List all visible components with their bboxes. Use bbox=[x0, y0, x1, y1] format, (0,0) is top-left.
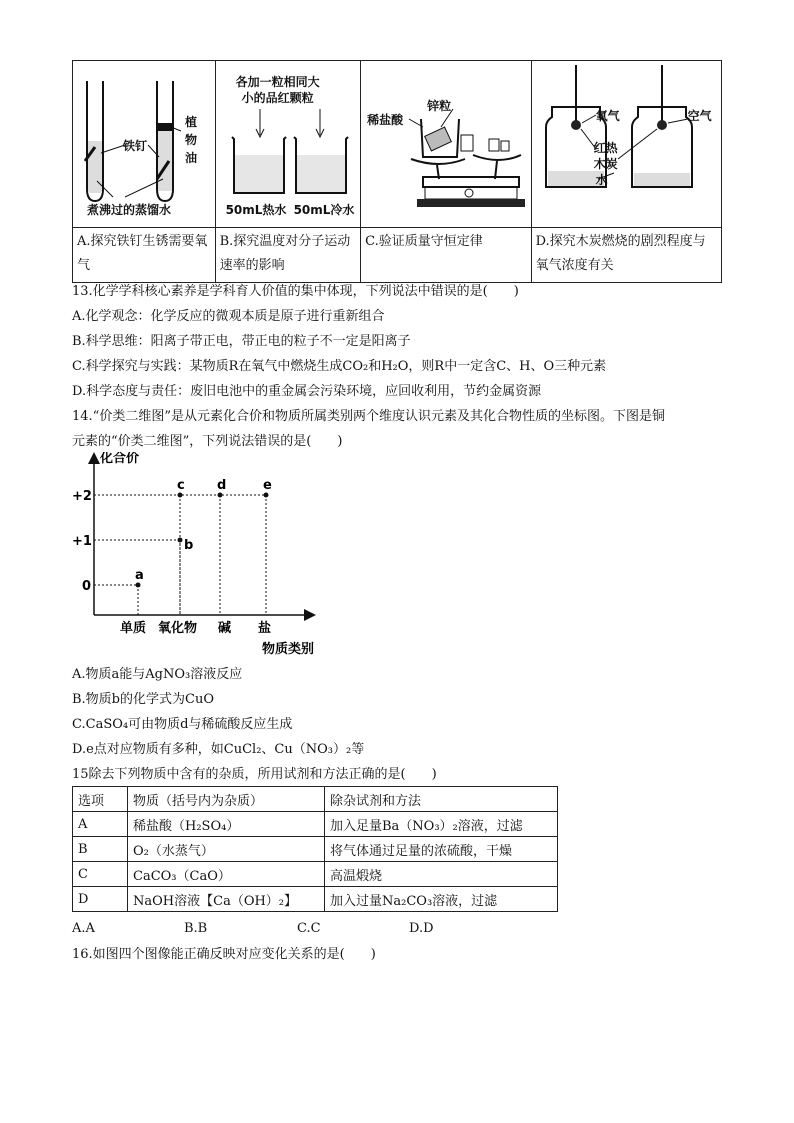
row-b-option: B bbox=[73, 837, 128, 862]
pigment-label-2: 小的品红颗粒 bbox=[241, 91, 314, 105]
point-label-a: a bbox=[135, 568, 144, 583]
row-d-substance: NaOH溶液【Ca（OH）₂】 bbox=[128, 887, 325, 912]
figure-a-cell bbox=[73, 61, 216, 228]
distilled-water-label: 煮沸过的蒸馏水 bbox=[87, 203, 172, 217]
acid-label: 稀盐酸 bbox=[367, 113, 404, 127]
point-label-d: d bbox=[217, 478, 227, 493]
row-b-method: 将气体通过足量的浓硫酸，干燥 bbox=[325, 837, 558, 862]
row-c-substance: CaCO₃（CaO） bbox=[128, 862, 325, 887]
caption-c: C.验证质量守恒定律 bbox=[361, 228, 531, 283]
q15-answer-a: A.A bbox=[72, 921, 95, 936]
air-label: 空气 bbox=[687, 109, 712, 123]
table-header-row bbox=[73, 787, 558, 812]
q14-option-a: A.物质a能与AgNO₃溶液反应 bbox=[72, 667, 243, 682]
x-tick-element: 单质 bbox=[120, 621, 147, 636]
row-c-method: 高温煅烧 bbox=[325, 862, 558, 887]
header-option: 选项 bbox=[73, 787, 128, 812]
figure-d-cell bbox=[531, 61, 721, 228]
hot-water-label: 50mL热水 bbox=[225, 203, 287, 217]
q13-stem: 13.化学学科核心素养是学科育人价值的集中体现，下列说法中错误的是( ) bbox=[72, 284, 519, 299]
water-label: 水 bbox=[595, 173, 608, 187]
table-row bbox=[73, 887, 558, 912]
caption-b: B.探究温度对分子运动速率的影响 bbox=[215, 228, 361, 283]
x-tick-base: 碱 bbox=[218, 621, 232, 636]
table-row bbox=[73, 862, 558, 887]
q13-option-b: B.科学思维：阳离子带正电，带正电的粒子不一定是阳离子 bbox=[72, 334, 411, 349]
pigment-label-1: 各加一粒相同大 bbox=[235, 75, 320, 89]
nail-label: 铁钉 bbox=[123, 139, 148, 153]
q13-option-a: A.化学观念：化学反应的微观本质是原子进行重新组合 bbox=[72, 309, 385, 324]
row-a-option: A bbox=[73, 812, 128, 837]
point-label-b: b bbox=[184, 538, 194, 553]
oil-label-3: 油 bbox=[185, 151, 198, 165]
x-axis-title: 物质类别 bbox=[262, 642, 315, 657]
q15-answer-d: D.D bbox=[409, 921, 434, 936]
row-c-option: C bbox=[73, 862, 128, 887]
q13-option-d: D.科学态度与责任：废旧电池中的重金属会污染环境，应回收利用，节约金属资源 bbox=[72, 384, 542, 399]
charcoal-label: 木炭 bbox=[593, 157, 618, 171]
row-d-method: 加入过量Na₂CO₃溶液，过滤 bbox=[325, 887, 558, 912]
y-axis-title: 化合价 bbox=[100, 452, 140, 466]
table-row bbox=[73, 837, 558, 862]
red-hot-label: 红热 bbox=[593, 141, 618, 155]
row-d-option: D bbox=[73, 887, 128, 912]
oil-label-2: 物 bbox=[185, 133, 198, 147]
header-substance: 物质（括号内为杂质） bbox=[128, 787, 325, 812]
row-a-method: 加入足量Ba（NO₃）₂溶液，过滤 bbox=[325, 812, 558, 837]
q15-stem: 15除去下列物质中含有的杂质，所用试剂和方法正确的是( ) bbox=[72, 767, 437, 782]
y-tick-plus1: +1 bbox=[72, 534, 92, 549]
oxygen-label: 氧气 bbox=[595, 109, 620, 123]
q15-answer-c: C.C bbox=[297, 921, 321, 936]
zinc-label: 锌粒 bbox=[427, 99, 452, 113]
balance-figure bbox=[361, 61, 531, 227]
q16-stem: 16.如图四个图像能正确反映对应变化关系的是( ) bbox=[72, 947, 376, 962]
x-tick-oxide: 氧化物 bbox=[158, 621, 198, 636]
charcoal-bottles-figure bbox=[532, 61, 722, 227]
impurity-table bbox=[72, 786, 558, 912]
point-a bbox=[136, 583, 141, 588]
q15-answer-b: B.B bbox=[184, 921, 208, 936]
figure-b-cell bbox=[215, 61, 361, 228]
q14-stem-line1: 14.“价类二维图”是从元素化合价和物质所属类别两个维度认识元素及其化合物性质的坐标图。下图是铜 bbox=[72, 409, 665, 424]
y-tick-plus2: +2 bbox=[72, 489, 92, 504]
point-label-c: c bbox=[177, 478, 185, 493]
q14-option-c: C.CaSO₄可由物质d与稀硫酸反应生成 bbox=[72, 717, 293, 732]
q14-option-d: D.e点对应物质有多种，如CuCl₂、Cu（NO₃）₂等 bbox=[72, 742, 365, 757]
oil-label-1: 植 bbox=[185, 115, 198, 129]
q14-option-b: B.物质b的化学式为CuO bbox=[72, 692, 214, 707]
caption-d: D.探究木炭燃烧的剧烈程度与氧气浓度有关 bbox=[531, 228, 721, 283]
cold-water-label: 50mL冷水 bbox=[293, 203, 355, 217]
caption-a: A.探究铁钉生锈需要氧气 bbox=[73, 228, 216, 283]
header-method: 除杂试剂和方法 bbox=[325, 787, 558, 812]
valence-class-chart bbox=[72, 452, 322, 662]
table-row bbox=[73, 812, 558, 837]
q13-option-c: C.科学探究与实践：某物质R在氧气中燃烧生成CO₂和H₂O，则R中一定含C、H、O三种元素 bbox=[72, 359, 607, 374]
point-label-e: e bbox=[263, 478, 272, 493]
y-tick-zero: 0 bbox=[82, 579, 92, 594]
figure-c-cell bbox=[361, 61, 531, 228]
point-e bbox=[264, 493, 269, 498]
experiment-table bbox=[72, 60, 722, 283]
q14-stem-line2: 元素的“价类二维图”，下列说法错误的是( ) bbox=[72, 434, 343, 449]
x-tick-salt: 盐 bbox=[258, 621, 272, 636]
row-a-substance: 稀盐酸（H₂SO₄） bbox=[128, 812, 325, 837]
row-b-substance: O₂（水蒸气） bbox=[128, 837, 325, 862]
